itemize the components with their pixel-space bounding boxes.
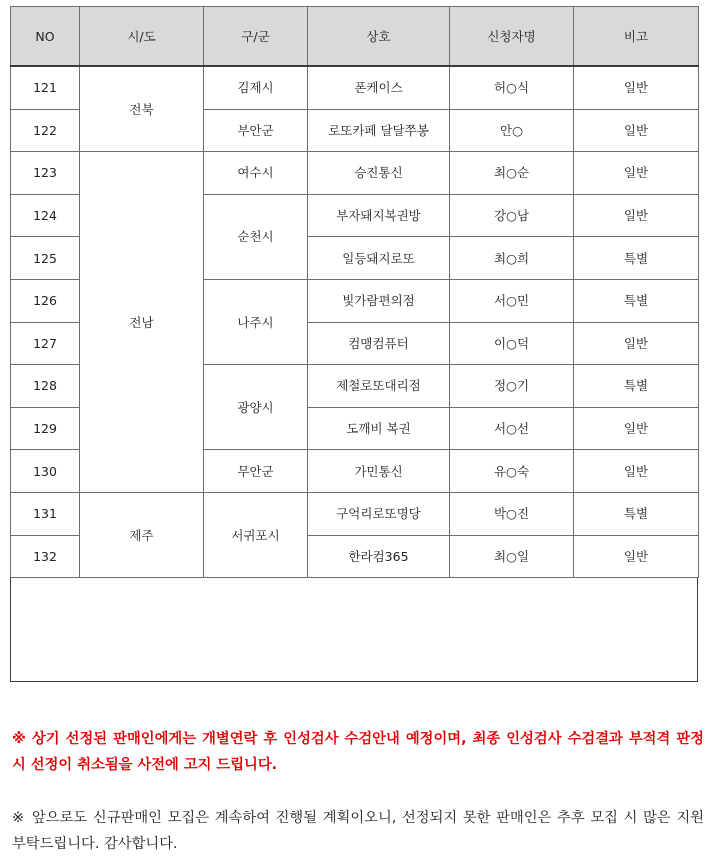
cell-applicant: 서○민 — [450, 279, 574, 322]
cell-no: 121 — [11, 66, 80, 109]
cell-shop-name: 일등돼지로또 — [308, 237, 450, 280]
table-row — [11, 492, 699, 535]
notice-text: 앞으로도 신규판매인 모집은 계속하여 진행될 계획이오니, 선정되지 못한 판매인은 추후 모집 시 많은 지원 부탁드립니다. 감사합니다. — [12, 810, 704, 852]
table-header-row — [11, 7, 699, 67]
cell-no: 132 — [11, 535, 80, 578]
cell-gugun: 무안군 — [204, 450, 308, 493]
cell-shop-name: 부자돼지복권방 — [308, 194, 450, 237]
cell-shop-name: 빛가람편의점 — [308, 279, 450, 322]
cell-shop-name: 제철로또대리점 — [308, 365, 450, 408]
empty-table-area — [10, 578, 698, 682]
cell-note: 특별 — [574, 279, 699, 322]
cell-no: 128 — [11, 365, 80, 408]
cell-shop-name: 승진통신 — [308, 152, 450, 195]
header-gugun: 구/군 — [204, 7, 308, 67]
cell-gugun: 광양시 — [204, 365, 308, 450]
cell-applicant: 강○남 — [450, 194, 574, 237]
cell-gugun: 나주시 — [204, 279, 308, 364]
table-row — [11, 66, 699, 109]
cell-shop-name: 폰케이스 — [308, 66, 450, 109]
cell-note: 일반 — [574, 322, 699, 365]
cell-note: 일반 — [574, 407, 699, 450]
cell-gugun: 서귀포시 — [204, 492, 308, 577]
cell-no: 123 — [11, 152, 80, 195]
notice-text: 상기 선정된 판매인에게는 개별연락 후 인성검사 수검안내 예정이며, 최종 인성검사 수검결과 부적격 판정시 선정이 취소됨을 사전에 고지 드립니다. — [12, 731, 704, 773]
header-applicant: 신청자명 — [450, 7, 574, 67]
cell-note: 일반 — [574, 66, 699, 109]
cell-applicant: 최○일 — [450, 535, 574, 578]
header-shop-name: 상호 — [308, 7, 450, 67]
cell-no: 127 — [11, 322, 80, 365]
cell-shop-name: 도깨비 복권 — [308, 407, 450, 450]
cell-note: 일반 — [574, 109, 699, 152]
cell-note: 특별 — [574, 365, 699, 408]
cell-applicant: 박○진 — [450, 492, 574, 535]
cell-applicant: 이○덕 — [450, 322, 574, 365]
cell-applicant: 허○식 — [450, 66, 574, 109]
cell-no: 126 — [11, 279, 80, 322]
cell-sido: 전북 — [80, 66, 204, 152]
cell-sido: 전남 — [80, 152, 204, 493]
cell-shop-name: 가민통신 — [308, 450, 450, 493]
cell-applicant: 최○순 — [450, 152, 574, 195]
cell-note: 특별 — [574, 492, 699, 535]
notice-future-recruitment — [12, 805, 704, 857]
notice-cancellation — [12, 726, 704, 778]
cell-applicant: 정○기 — [450, 365, 574, 408]
cell-no: 125 — [11, 237, 80, 280]
notice-section — [12, 726, 704, 857]
cell-gugun: 김제시 — [204, 66, 308, 109]
reference-mark: ※ — [12, 810, 24, 826]
cell-no: 129 — [11, 407, 80, 450]
cell-note: 일반 — [574, 450, 699, 493]
cell-gugun: 부안군 — [204, 109, 308, 152]
cell-no: 122 — [11, 109, 80, 152]
header-note: 비고 — [574, 7, 699, 67]
table-row — [11, 152, 699, 195]
cell-gugun: 순천시 — [204, 194, 308, 279]
cell-no: 130 — [11, 450, 80, 493]
cell-applicant: 안○ — [450, 109, 574, 152]
cell-no: 131 — [11, 492, 80, 535]
cell-shop-name: 컴맹컴퓨터 — [308, 322, 450, 365]
reference-mark: ※ — [12, 731, 26, 747]
retailer-table — [10, 6, 699, 578]
cell-applicant: 유○숙 — [450, 450, 574, 493]
cell-shop-name: 한라컴365 — [308, 535, 450, 578]
cell-shop-name: 로또카페 달달쭈봉 — [308, 109, 450, 152]
cell-sido: 제주 — [80, 492, 204, 577]
cell-note: 특별 — [574, 237, 699, 280]
header-sido: 시/도 — [80, 7, 204, 67]
header-no: NO — [11, 7, 80, 67]
cell-note: 일반 — [574, 535, 699, 578]
retailer-table-sheet — [10, 6, 698, 682]
cell-no: 124 — [11, 194, 80, 237]
cell-gugun: 여수시 — [204, 152, 308, 195]
cell-shop-name: 구억리로또명당 — [308, 492, 450, 535]
cell-applicant: 서○선 — [450, 407, 574, 450]
cell-note: 일반 — [574, 194, 699, 237]
cell-applicant: 최○희 — [450, 237, 574, 280]
cell-note: 일반 — [574, 152, 699, 195]
